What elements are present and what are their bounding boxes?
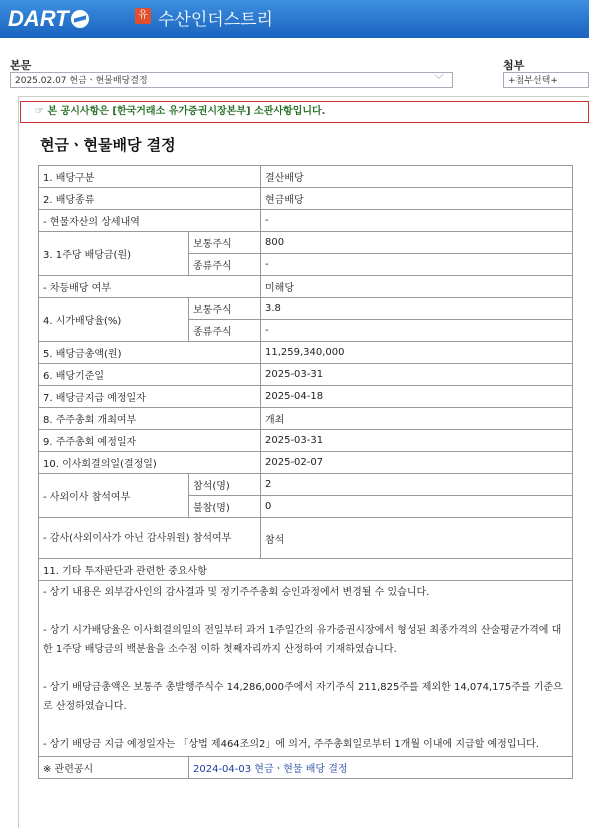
main-doc-select[interactable]: [10, 72, 453, 88]
row-sublabel: 보통주식: [189, 232, 261, 254]
table-row: [39, 581, 573, 757]
related-disclosure-link[interactable]: 2024-04-03 현금ㆍ현물 배당 결정: [189, 757, 573, 779]
table-row: [39, 166, 573, 188]
table-row: [39, 276, 573, 298]
app-header: [0, 0, 589, 38]
row-value: 2025-03-31: [261, 430, 573, 452]
row-label: 7. 배당금지급 예정일자: [39, 386, 261, 408]
row-label: 6. 배당기준일: [39, 364, 261, 386]
row-value: 2025-04-18: [261, 386, 573, 408]
row-label: - 현물자산의 상세내역: [39, 210, 261, 232]
attachment-select-value: +첨부선택+: [508, 76, 558, 86]
table-row: [39, 474, 573, 496]
row-value: 미해당: [261, 276, 573, 298]
row-value: 800: [261, 232, 573, 254]
row-label: 9. 주주총회 예정일자: [39, 430, 261, 452]
main-doc-select-value: 2025.02.07 현금ㆍ현물배당결정: [15, 76, 148, 86]
logo-globe-icon: [71, 10, 89, 28]
market-badge: 유: [135, 8, 151, 24]
row-value: 개최: [261, 408, 573, 430]
table-row: [39, 518, 573, 559]
row-value: -: [261, 254, 573, 276]
table-row: [39, 364, 573, 386]
row-label: - 감사(사외이사가 아닌 감사위원) 참석여부: [39, 518, 261, 559]
chevron-down-icon: ﹀: [434, 75, 444, 86]
row-sublabel: 참석(명): [189, 474, 261, 496]
row-value: 현금배당: [261, 188, 573, 210]
attachment-select[interactable]: [503, 72, 589, 88]
note-text: - 상기 배당금 지급 예정일자는 「상법 제464조의2」에 의거, 주주총회일로부터 1개월 이내에 지급할 예정입니다.: [43, 739, 539, 750]
row-value: 2025-02-07: [261, 452, 573, 474]
table-row: [39, 430, 573, 452]
row-label: 2. 배당종류: [39, 188, 261, 210]
row-label: 8. 주주총회 개최여부: [39, 408, 261, 430]
table-row: [39, 757, 573, 779]
note-text: - 상기 내용은 외부감사인의 감사결과 및 정기주주총회 승인과정에서 변경될 수 있습니다.: [43, 587, 430, 598]
note-text: - 상기 시가배당율은 이사회결의일의 전일부터 과거 1주일간의 유가증권시장에서 형성된 최종가격의 산술평균가격에 대한 1주당 배당금의 백분율을 소수점 이하 첫째자리까지 산정하여 기재하였습니다.: [43, 625, 562, 655]
row-label: 3. 1주당 배당금(원): [39, 232, 189, 276]
notes-cell: [39, 581, 573, 757]
row-label: 5. 배당금총액(원): [39, 342, 261, 364]
dart-logo[interactable]: DART: [8, 6, 89, 32]
row-sublabel: 종류주식: [189, 254, 261, 276]
attachment-label: 첨부: [503, 59, 525, 72]
company-name: 수산인더스트리: [158, 10, 273, 30]
disclosure-table: [38, 165, 573, 779]
page-title: 현금ㆍ현물배당 결정: [40, 136, 176, 154]
row-value: 2025-03-31: [261, 364, 573, 386]
note-text: - 상기 배당금총액은 보통주 총발행주식수 14,286,000주에서 자기주식 211,825주를 제외한 14,074,175주를 기준으로 산정하였습니다.: [43, 682, 563, 712]
table-row: [39, 559, 573, 581]
row-value: 2: [261, 474, 573, 496]
table-row: [39, 386, 573, 408]
row-sublabel: 종류주식: [189, 320, 261, 342]
row-label: - 사외이사 참석여부: [39, 474, 189, 518]
row-value: 참석: [261, 518, 573, 559]
row-value: 0: [261, 496, 573, 518]
main-doc-label: 본문: [10, 59, 32, 72]
row-label: - 차등배당 여부: [39, 276, 261, 298]
table-row: [39, 408, 573, 430]
row-value: 3.8: [261, 298, 573, 320]
notice-banner: ☞ 본 공시사항은 [한국거래소 유가증권시장본부] 소관사항입니다.: [20, 101, 589, 123]
row-value: -: [261, 210, 573, 232]
row-value: 결산배당: [261, 166, 573, 188]
row-label: 4. 시가배당율(%): [39, 298, 189, 342]
row-label: 10. 이사회결의일(결정일): [39, 452, 261, 474]
row-label: ※ 관련공시: [39, 757, 189, 779]
row-label: 1. 배당구분: [39, 166, 261, 188]
table-row: [39, 342, 573, 364]
row-value: -: [261, 320, 573, 342]
table-row: [39, 452, 573, 474]
row-label: 11. 기타 투자판단과 관련한 중요사항: [39, 559, 573, 581]
table-row: [39, 232, 573, 254]
table-row: [39, 298, 573, 320]
row-value: 11,259,340,000: [261, 342, 573, 364]
row-sublabel: 불참(명): [189, 496, 261, 518]
row-sublabel: 보통주식: [189, 298, 261, 320]
table-row: [39, 210, 573, 232]
table-row: [39, 188, 573, 210]
